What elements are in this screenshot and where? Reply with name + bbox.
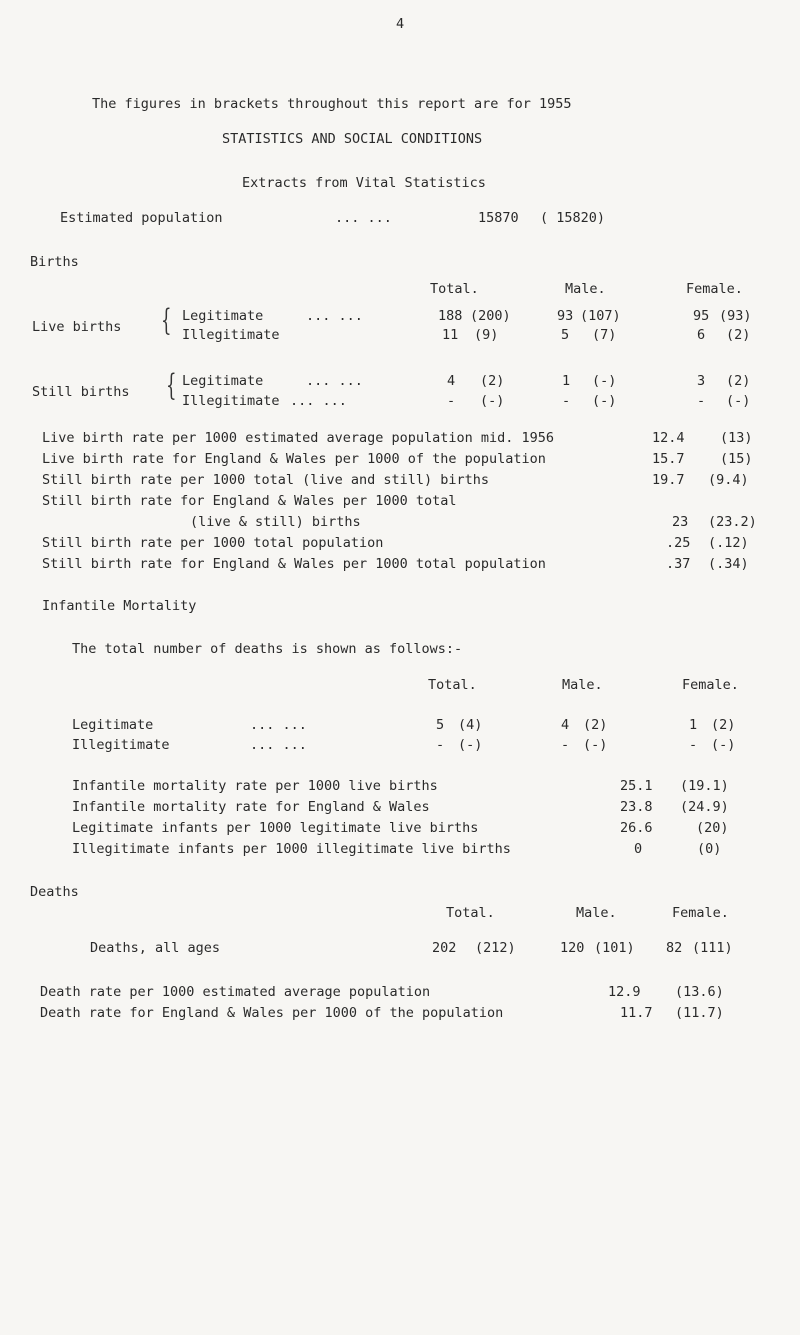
section-heading: STATISTICS AND SOCIAL CONDITIONS: [222, 131, 483, 147]
list-item: Infantile mortality rate for England & Wales: [72, 799, 430, 815]
births-col-male: Male.: [565, 281, 606, 297]
list-item: Death rate per 1000 estimated average population: [40, 984, 431, 1000]
infantile-col-female: Female.: [682, 677, 739, 693]
population-prev: ( 15820): [540, 210, 606, 226]
list-item: Still birth rate per 1000 total (live and still) births: [42, 472, 490, 488]
list-item: (live & still) births: [190, 514, 361, 530]
list-item: Still birth rate for England & Wales per 1000 total: [42, 493, 457, 509]
list-item: Death rate for England & Wales per 1000 of the population: [40, 1005, 504, 1021]
page-number: 4: [396, 16, 405, 32]
deaths-col-female: Female.: [672, 905, 729, 921]
list-item: Live birth rate per 1000 estimated average population mid. 1956: [42, 430, 555, 446]
brackets-note: The figures in brackets throughout this report are for 1955: [92, 96, 572, 112]
births-col-female: Female.: [686, 281, 743, 297]
births-title: Births: [30, 254, 79, 270]
births-col-total: Total.: [430, 281, 479, 297]
list-item: Live birth rate for England & Wales per 1000 of the population: [42, 451, 546, 467]
deaths-title: Deaths: [30, 884, 79, 900]
live-births-brace: {: [161, 303, 172, 338]
deaths-col-male: Male.: [576, 905, 617, 921]
list-item: Still birth rate per 1000 total population: [42, 535, 384, 551]
infantile-intro: The total number of deaths is shown as follows:-: [72, 641, 463, 657]
section-subheading: Extracts from Vital Statistics: [242, 175, 486, 191]
list-item: Legitimate infants per 1000 legitimate live births: [72, 820, 479, 836]
still-births-group: Still births: [32, 384, 130, 400]
infantile-col-total: Total.: [428, 677, 477, 693]
list-item: Still birth rate for England & Wales per 1000 total population: [42, 556, 546, 572]
list-item: Infantile mortality rate per 1000 live births: [72, 778, 438, 794]
deaths-col-total: Total.: [446, 905, 495, 921]
list-item: Illegitimate infants per 1000 illegitimate live births: [72, 841, 511, 857]
infantile-title: Infantile Mortality: [42, 598, 197, 614]
live-births-group: Live births: [32, 319, 122, 335]
population-label: Estimated population: [60, 210, 223, 226]
population-dots: ... ...: [335, 210, 392, 226]
infantile-col-male: Male.: [562, 677, 603, 693]
population-value: 15870: [478, 210, 519, 226]
still-births-brace: {: [166, 368, 177, 403]
